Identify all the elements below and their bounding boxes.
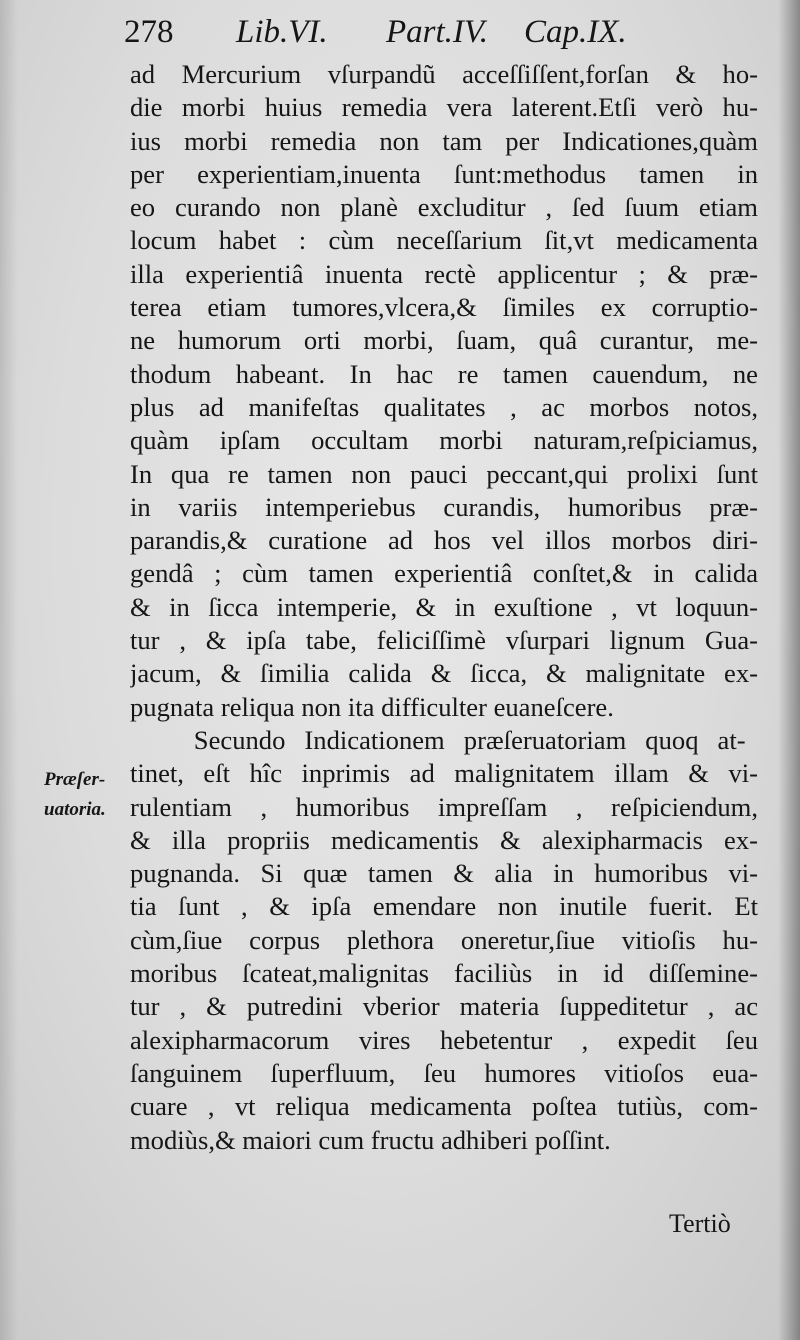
running-head-book: Lib.VI.	[236, 14, 328, 50]
gutter-shadow	[0, 0, 18, 1340]
catchword: Tertiò	[669, 1209, 731, 1238]
text-line: tinet, eſt hîc inprimis ad malignitatem illam & vi-	[130, 758, 758, 789]
text-line: & illa propriis medicamentis & alexipharmacis ex-	[130, 824, 758, 855]
text-line: In qua re tamen non pauci peccant,qui prolixi ſunt	[130, 458, 758, 489]
text-line: ius morbi remedia non tam per Indicationes,quàm	[130, 125, 758, 156]
text-line: parandis,& curatione ad hos vel illos morbos diri-	[130, 525, 758, 556]
page-edge-shadow	[778, 0, 800, 1340]
text-line: pugnata reliqua non ita difficulter euaneſcere.	[130, 691, 614, 722]
text-line: per experientiam,inuenta ſunt:methodus tamen in	[130, 158, 758, 189]
margin-note-line: Præſer-	[44, 769, 106, 790]
text-line: tur , & ipſa tabe, feliciſſimè vſurpari lignum Gua-	[130, 625, 758, 656]
text-line: alexipharmacorum vires hebetentur , expedit ſeu	[130, 1024, 758, 1055]
text-line: locum habet : cùm neceſſarium ſit,vt medicamenta	[130, 225, 758, 256]
body-text	[130, 58, 758, 1157]
text-line: ad Mercurium vſurpandũ acceſſiſſent,forſan & ho-	[130, 59, 758, 89]
text-line: ne humorum orti morbi, ſuam, quâ curantur, me-	[130, 325, 758, 356]
text-line: jacum, & ſimilia calida & ſicca, & malignitate ex-	[130, 658, 758, 689]
text-line: die morbi huius remedia vera laterent.Etſi verò hu-	[130, 92, 758, 123]
text-line: illa experientiâ inuenta rectè applicentur ; & præ-	[130, 258, 758, 289]
running-head-chapter: Cap.IX.	[524, 14, 627, 50]
text-line: in variis intemperiebus curandis, humoribus præ-	[130, 491, 758, 522]
text-line: ſanguinem ſuperfluum, ſeu humores vitioſos eua-	[130, 1057, 758, 1088]
text-line: eo curando non planè excluditur , ſed ſuum etiam	[130, 192, 758, 223]
page-number: 278	[124, 14, 174, 50]
text-line: gendâ ; cùm tamen experientiâ conſtet,& in calida	[130, 558, 758, 589]
text-line: quàm ipſam occultam morbi naturam,reſpiciamus,	[130, 425, 758, 456]
running-head-part: Part.IV.	[386, 14, 489, 50]
margin-note	[44, 765, 128, 825]
running-head	[124, 14, 764, 58]
text-line: cùm,ſiue corpus plethora oneretur,ſiue vitioſis hu-	[130, 924, 758, 955]
text-line: tia ſunt , & ipſa emendare non inutile fuerit. Et	[130, 891, 758, 922]
text-line: moribus ſcateat,malignitas faciliùs in id diſſemine-	[130, 958, 758, 989]
text-line: modiùs,& maiori cum fructu adhiberi poſſint.	[130, 1124, 611, 1155]
text-line: rulentiam , humoribus impreſſam , reſpiciendum,	[130, 791, 758, 822]
text-line: Secundo Indicationem præſeruatoriam quoq at-	[130, 724, 746, 755]
margin-note-line: uatoria.	[44, 799, 106, 820]
text-line: pugnanda. Si quæ tamen & alia in humoribus vi-	[130, 858, 758, 889]
text-line: tur , & putredini vberior materia ſuppeditetur , ac	[130, 991, 758, 1022]
text-line: terea etiam tumores,vlcera,& ſimiles ex corruptio-	[130, 292, 758, 323]
text-line: thodum habeant. In hac re tamen cauendum, ne	[130, 358, 758, 389]
text-line: plus ad manifeſtas qualitates , ac morbos notos,	[130, 391, 758, 422]
text-line: & in ſicca intemperie, & in exuſtione , vt loquun-	[130, 591, 758, 622]
text-line: cuare , vt reliqua medicamenta poſtea tutiùs, com-	[130, 1091, 758, 1122]
